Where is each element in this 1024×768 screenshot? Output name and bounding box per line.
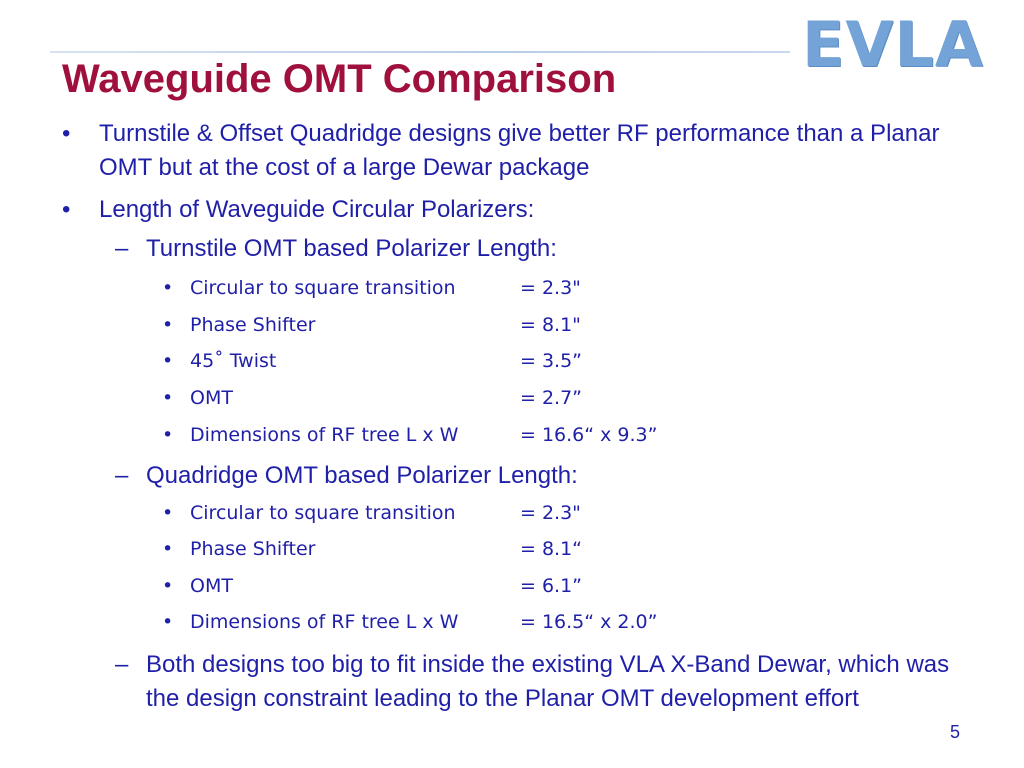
bullet-marker: • (162, 502, 174, 524)
sub-item-conclusion (115, 648, 975, 716)
page-number: 5 (950, 722, 961, 742)
sub-item-text: Quadridge OMT based Polarizer Length: (146, 462, 578, 489)
spec-label: OMT (190, 387, 233, 409)
spec-value: = 2.3" (520, 502, 581, 524)
bullet-marker: • (162, 424, 174, 446)
bullet-marker: • (162, 387, 174, 409)
bullet-marker: • (162, 611, 174, 633)
spec-value: = 2.3" (520, 277, 581, 299)
spec-label: Circular to square transition (190, 502, 456, 524)
bullet-item-polarizer-length (62, 193, 942, 227)
bullet-marker: • (162, 314, 174, 336)
spec-value: = 2.7” (520, 387, 583, 409)
spec-value: = 16.6“ x 9.3” (520, 424, 658, 446)
bullet-marker: • (162, 277, 174, 299)
bullet-marker: • (62, 196, 71, 223)
spec-label: Dimensions of RF tree L x W (190, 611, 459, 633)
sub-item-turnstile (115, 232, 975, 266)
spec-label: Dimensions of RF tree L x W (190, 424, 459, 446)
spec-label: Phase Shifter (190, 538, 316, 560)
spec-value: = 8.1" (520, 314, 581, 336)
bullet-text: Length of Waveguide Circular Polarizers: (99, 196, 535, 223)
spec-label: 45˚ Twist (190, 350, 277, 372)
bullet-item-rf-performance (62, 117, 942, 185)
slide-title: Waveguide OMT Comparison (62, 57, 617, 101)
bullet-marker: • (162, 350, 174, 372)
spec-value: = 8.1“ (520, 538, 583, 560)
sub-item-quadridge (115, 459, 975, 493)
bullet-marker: • (162, 575, 174, 597)
dash-marker: – (115, 651, 129, 678)
evla-logo: EVLA (802, 8, 984, 81)
spec-label: Phase Shifter (190, 314, 316, 336)
bullet-marker: • (62, 120, 71, 147)
sub-item-text: Both designs too big to fit inside the existing VLA X-Band Dewar, which was the design constraint leading to the Planar OMT development effort (146, 651, 950, 712)
sub-item-text: Turnstile OMT based Polarizer Length: (146, 235, 557, 262)
dash-marker: – (115, 462, 129, 489)
dash-marker: – (115, 235, 129, 262)
spec-value: = 3.5” (520, 350, 583, 372)
bullet-marker: • (162, 538, 174, 560)
bullet-text: Turnstile & Offset Quadridge designs give better RF performance than a Planar OMT but at the cost of a large Dewar package (99, 120, 940, 181)
spec-value: = 16.5“ x 2.0” (520, 611, 658, 633)
spec-value: = 6.1” (520, 575, 583, 597)
spec-label: Circular to square transition (190, 277, 456, 299)
spec-label: OMT (190, 575, 233, 597)
